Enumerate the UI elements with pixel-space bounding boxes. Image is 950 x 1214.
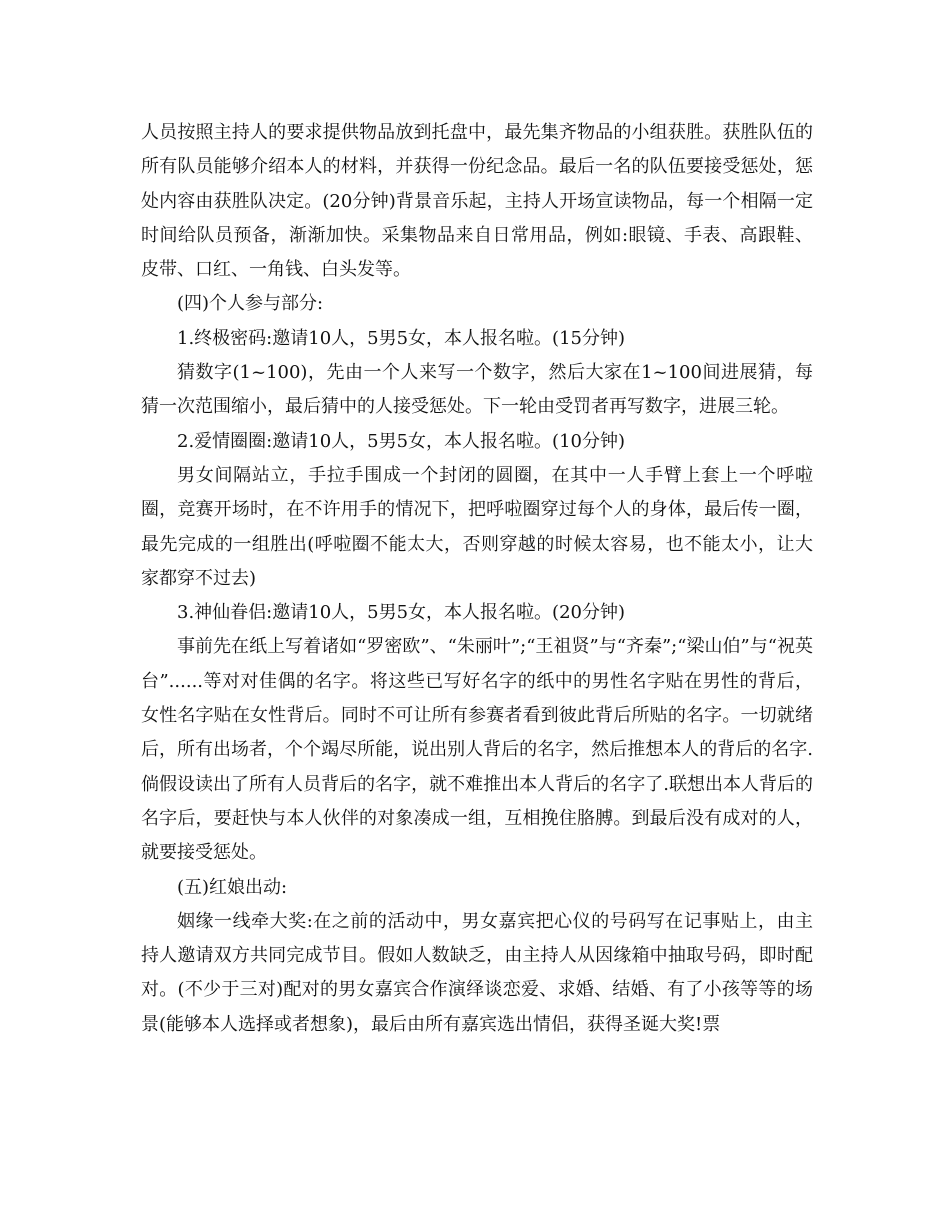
paragraph-names-on-back: 事前先在纸上写着诸如“罗密欧”、“朱丽叶”;“王祖贤”与“齐秦”;“梁山伯”与“祝英台”......等对对佳偶的名字。将这些已写好名字的纸中的男性名字贴在男性的背后，女性名字贴在女性背后。同时不可让所有参赛者看到彼此背后所贴的名字。一切就绪后，所有出场者，个个竭尽所能，说出别人背后的名字，然后推想本人的背后的名字.倘假设读出了所有人员背后的名字，就不难推出本人背后的名字了.联想出本人背后的名字后，要赶快与本人伙伴的对象凑成一组，互相挽住胳膊。到最后没有成对的人，就要接受惩处。: [141, 636, 813, 864]
section-heading-individual: (四)个人参与部分:: [177, 293, 324, 315]
section-heading-matchmaker: (五)红娘出动:: [177, 876, 288, 898]
game-title-love-circle: 2.爱情圈圈:邀请10人，5男5女，本人报名啦。(10分钟): [177, 430, 625, 452]
game-title-ultimate-password: 1.终极密码:邀请10人，5男5女，本人报名啦。(15分钟): [177, 327, 625, 349]
document-body: [141, 116, 813, 1042]
paragraph-item-collection-game: 人员按照主持人的要求提供物品放到托盘中，最先集齐物品的小组获胜。获胜队伍的所有队员能够介绍本人的材料，并获得一份纪念品。最后一名的队伍要接受惩处，惩处内容由获胜队决定。(20分钟)背景音乐起，主持人开场宣读物品，每一个相隔一定时间给队员预备，渐渐加快。采集物品来自日常用品，例如:眼镜、手表、高跟鞋、皮带、口红、一角钱、白头发等。: [141, 122, 813, 281]
paragraph-guess-number: 猜数字(1~100)，先由一个人来写一个数字，然后大家在1~100间进展猜，每猜一次范围缩小，最后猜中的人接受惩处。下一轮由受罚者再写数字，进展三轮。: [141, 362, 813, 418]
game-title-fairy-couple: 3.神仙眷侣:邀请10人，5男5女，本人报名啦。(20分钟): [177, 602, 625, 624]
paragraph-grand-prize: 姻缘一线牵大奖:在之前的活动中，男女嘉宾把心仪的号码写在记事贴上，由主持人邀请双方共同完成节目。假如人数缺乏，由主持人从因缘箱中抽取号码，即时配对。(不少于三对)配对的男女嘉宾合作演绎谈恋爱、求婚、结婚、有了小孩等等的场景(能够本人选择或者想象)，最后由所有嘉宾选出情侣，获得圣诞大奖!票: [141, 910, 813, 1035]
paragraph-hula-hoop: 男女间隔站立，手拉手围成一个封闭的圆圈，在其中一人手臂上套上一个呼啦圈，竞赛开场时，在不许用手的情况下，把呼啦圈穿过每个人的身体，最后传一圈，最先完成的一组胜出(呼啦圈不能太大，否则穿越的时候太容易，也不能太小，让大家都穿不过去): [141, 464, 813, 589]
